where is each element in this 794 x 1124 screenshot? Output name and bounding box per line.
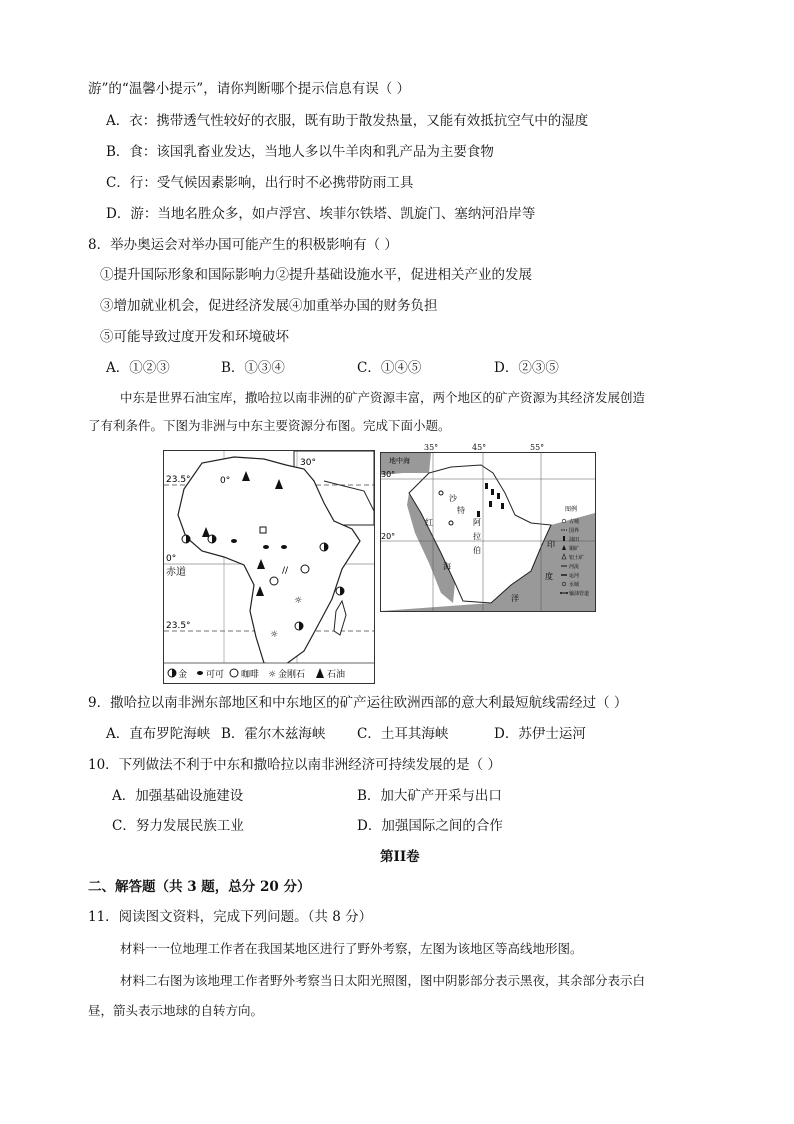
label-du: 度 <box>545 572 553 581</box>
label-sha: 沙 <box>449 494 457 503</box>
svg-text:古城: 古城 <box>569 519 580 525</box>
legend-diamond: 金刚石 <box>278 670 306 680</box>
q8-item-1: ①提升国际形象和国际影响力②提升基础设施水平，促进相关产业的发展 <box>100 267 532 283</box>
q7-option-d: D．游：当地名胜众多，如卢浮宫、埃菲尔铁塔、凯旋门、塞纳河沿岸等 <box>106 206 536 222</box>
lon-label-zero: 0° <box>220 476 231 486</box>
part2-title: 第II卷 <box>380 849 420 865</box>
svg-text:☼: ☼ <box>294 596 303 606</box>
label-bo: 伯 <box>473 546 481 555</box>
lon-label-35: 35° <box>424 443 439 452</box>
q9-option-b: B．霍尔木兹海峡 <box>221 726 326 742</box>
svg-text:☼: ☼ <box>270 630 279 640</box>
svg-text:输油管道: 输油管道 <box>569 591 590 597</box>
q10-stem: 10．下列做法不利于中东和撒哈拉以南非洲经济可持续发展的是（ ） <box>88 757 501 773</box>
q7-option-c: C．行：受气候因素影响，出行时不必携带防雨工具 <box>106 175 414 191</box>
mideast-map <box>380 452 596 612</box>
lat-label-south: 23.5° <box>166 621 191 631</box>
svg-text:国界: 国界 <box>569 528 580 534</box>
svg-text:图例: 图例 <box>565 506 578 513</box>
q8-option-b: B．①③④ <box>221 360 285 376</box>
lat-label-20: 20° <box>381 532 396 541</box>
q8-option-a: A．①②③ <box>106 360 170 376</box>
svg-text:运河: 运河 <box>569 573 580 579</box>
q8-option-d: D．②③⑤ <box>494 360 559 376</box>
svg-text:河流: 河流 <box>569 564 580 570</box>
svg-text:铝土矿: 铝土矿 <box>569 555 585 561</box>
q8-item-2: ③增加就业机会，促进经济发展④加重举办国的财务负担 <box>100 298 438 314</box>
mideast-map-svg <box>381 453 595 611</box>
q11-material-2-line2: 昼，箭头表示地球的自转方向。 <box>88 1003 264 1018</box>
label-a: 阿 <box>473 518 481 527</box>
svg-text:☼: ☼ <box>268 670 277 680</box>
q10-option-c: C．努力发展民族工业 <box>112 818 244 834</box>
q11-material-2-line1: 材料二右图为该地理工作者野外考察当日太阳光照图，图中阴影部分表示黑夜，其余部分表示白 <box>120 973 646 988</box>
label-la: 拉 <box>473 532 481 541</box>
q7-option-b: B．食：该国乳畜业发达，当地人多以牛羊肉和乳产品为主要食物 <box>106 144 494 160</box>
lon-label-55: 55° <box>530 443 545 452</box>
q8-stem: 8．举办奥运会对举办国可能产生的积极影响有（ ） <box>88 237 398 253</box>
lat-label-north: 23.5° <box>166 475 191 485</box>
equator-label: 赤道 <box>166 567 186 578</box>
q11-stem: 11．阅读图文资料，完成下列问题。（共 8 分） <box>88 909 373 925</box>
label-sea: 海 <box>443 562 451 571</box>
part2-section-heading: 二、解答题（共 3 题，总分 20 分） <box>88 879 311 895</box>
q10-option-b: B．加大矿产开采与出口 <box>357 788 502 804</box>
label-yin: 印 <box>547 540 555 549</box>
q9-option-d: D．苏伊士运河 <box>494 726 586 742</box>
legend-oil: 石油 <box>327 670 346 680</box>
q11-material-1: 材料一一位地理工作者在我国某地区进行了野外考察，左图为该地区等高线地形图。 <box>120 941 583 956</box>
q10-option-d: D．加强国际之间的合作 <box>357 818 503 834</box>
q8-item-3: ⑤可能导致过度开发和环境破坏 <box>100 329 289 345</box>
label-red: 红 <box>425 518 433 527</box>
q9-stem: 9．撒哈拉以南非洲东部地区和中东地区的矿产运往欧洲西部的意大利最短航线需经过（ ） <box>88 695 628 711</box>
q7-stem-tail: 游”的“温馨小提示”，请你判断哪个提示信息有误（ ） <box>88 81 410 97</box>
label-mediterranean: 地中海 <box>389 457 410 465</box>
q9-option-a: A．直布罗陀海峡 <box>106 726 211 742</box>
intro-line-1: 中东是世界石油宝库，撒哈拉以南非洲的矿产资源丰富，两个地区的矿产资源为其经济发展创造 <box>120 390 646 405</box>
svg-text:油田: 油田 <box>569 537 580 543</box>
svg-text:铜矿: 铜矿 <box>569 546 580 552</box>
q8-option-c: C．①④⑤ <box>357 360 422 376</box>
lon-label-45: 45° <box>472 443 487 452</box>
lat-label-30: 30° <box>381 470 396 479</box>
q10-option-a: A．加强基础设施建设 <box>112 788 244 804</box>
q9-option-c: C．土耳其海峡 <box>357 726 449 742</box>
svg-text://: // <box>282 566 289 576</box>
africa-map-svg <box>164 451 374 683</box>
lat-label-zero: 0° <box>166 554 177 564</box>
lon-label-30: 30° <box>300 458 316 468</box>
svg-text:水城: 水城 <box>569 582 580 588</box>
intro-line-2: 了有利条件。下图为非洲与中东主要资源分布图。完成下面小题。 <box>88 418 451 433</box>
legend-cocoa: 可可 <box>206 670 225 680</box>
label-te: 特 <box>457 506 465 515</box>
africa-map <box>163 450 375 684</box>
legend-gold: 金 <box>178 670 188 680</box>
q7-option-a: A．衣：携带透气性较好的衣服，既有助于散发热量，又能有效抵抗空气中的湿度 <box>106 113 589 129</box>
legend-coffee: 咖啡 <box>241 670 260 680</box>
label-yang: 洋 <box>511 594 519 603</box>
